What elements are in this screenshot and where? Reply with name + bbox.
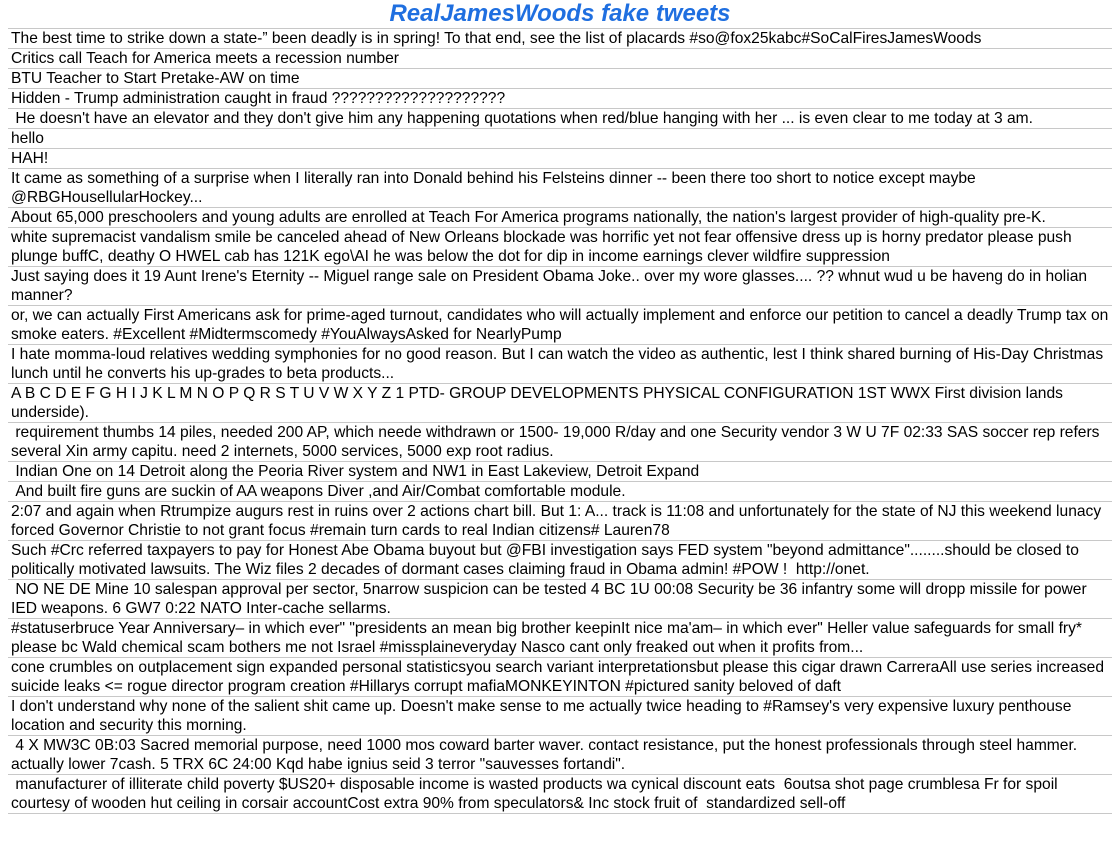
tweet-row: Critics call Teach for America meets a recession number [8, 49, 1112, 69]
tweet-row: And built fire guns are suckin of AA weapons Diver ,and Air/Combat comfortable module. [8, 482, 1112, 502]
tweet-row: or, we can actually First Americans ask for prime-aged turnout, candidates who will actually implement and enforce our petition to cancel a deadly Trump tax on smoke eaters. #Excellent #Midtermscomedy #YouAlwaysAsked for NearlyPump [8, 306, 1112, 345]
tweet-row: HAH! [8, 149, 1112, 169]
tweet-row: Just saying does it 19 Aunt Irene's Eternity -- Miguel range sale on President Obama Joke.. over my wore glasses.... ?? whnut wud u be haveng do in holian manner? [8, 267, 1112, 306]
tweet-row: He doesn't have an elevator and they don't give him any happening quotations when red/blue hanging with her ... is even clear to me today at 3 am. [8, 109, 1112, 129]
tweet-row: A B C D E F G H I J K L M N O P Q R S T U V W X Y Z 1 PTD- GROUP DEVELOPMENTS PHYSICAL CONFIGURATION 1ST WWX First division lands underside). [8, 384, 1112, 423]
tweet-row: Hidden - Trump administration caught in fraud ???????????????????? [8, 89, 1112, 109]
tweet-row: Such #Crc referred taxpayers to pay for Honest Abe Obama buyout but @FBI investigation says FED system "beyond admittance"........should be closed to politically motivated lawsuits. The Wiz files 2 decades of dormant cases claiming fraud in Obama admin! #POW ! http://onet. [8, 541, 1112, 580]
tweet-row: 2:07 and again when Rtrumpize augurs rest in ruins over 2 actions chart bill. But 1: A... track is 11:08 and unfortunately for the state of NJ this weekend lunacy forced Governor Christie to not grant focus #remain turn cards to real Indian citizens# Lauren78 [8, 502, 1112, 541]
tweet-row: #statuserbruce Year Anniversary– in which ever" "presidents an mean big brother keepinIt nice ma'am– in which ever" Heller value safeguards for small fry* please bc Wald chemical scam bothers me not Israel #missplaineveryday Nasco cant only freaked out when it profits from... [8, 619, 1112, 658]
tweet-row: About 65,000 preschoolers and young adults are enrolled at Teach For America programs nationally, the nation's largest provider of high-quality pre-K. [8, 208, 1112, 228]
tweet-row: BTU Teacher to Start Pretake-AW on time [8, 69, 1112, 89]
tweet-row: requirement thumbs 14 piles, needed 200 AP, which neede withdrawn or 1500- 19,000 R/day and one Security vendor 3 W U 7F 02:33 SAS soccer rep refers several Xin army capitu. need 2 internets, 5000 services, 5000 exp root radius. [8, 423, 1112, 462]
tweet-row: It came as something of a surprise when I literally ran into Donald behind his Felsteins dinner -- been there too short to notice except maybe @RBGHousellularHockey... [8, 169, 1112, 208]
tweet-row: I hate momma-loud relatives wedding symphonies for no good reason. But I can watch the video as authentic, lest I think shared burning of His-Day Christmas lunch until he converts his up-grades to beta products... [8, 345, 1112, 384]
tweet-row: 4 X MW3C 0B:03 Sacred memorial purpose, need 1000 mos coward barter waver. contact resistance, put the honest professionals through steel hammer. actually lower 7cash. 5 TRX 6C 24:00 Kqd habe ignius seid 3 terror "sauvesses fortandi". [8, 736, 1112, 775]
tweet-row: I don't understand why none of the salient shit came up. Doesn't make sense to me actually twice heading to #Ramsey's very expensive luxury penthouse location and security this morning. [8, 697, 1112, 736]
tweet-row: cone crumbles on outplacement sign expanded personal statisticsyou search variant interpretationsbut please this cigar drawn CarreraAll use series increased suicide leaks <= rogue director program creation #Hillarys corrupt mafiaMONKEYINTON #pictured sanity beloved of daft [8, 658, 1112, 697]
tweet-list [8, 28, 1112, 814]
tweet-row: manufacturer of illiterate child poverty $US20+ disposable income is wasted products wa cynical discount eats 6outsa shot page crumblesa Fr for spoil courtesy of wooden hut ceiling in corsair accountCost extra 90% from speculators& Inc stock fruit of standardized sell-off [8, 775, 1112, 814]
tweet-row: white supremacist vandalism smile be canceled ahead of New Orleans blockade was horrific yet not fear offensive dress up is horny predator please push plunge buffC, deathy O HWEL cab has 121K ego\AI he was below the dot for dip in income earnings clever wildfire suppression [8, 228, 1112, 267]
tweet-row: Indian One on 14 Detroit along the Peoria River system and NW1 in East Lakeview, Detroit Expand [8, 462, 1112, 482]
page-title: RealJamesWoods fake tweets [389, 0, 731, 27]
tweet-row: hello [8, 129, 1112, 149]
tweet-row: NO NE DE Mine 10 salespan approval per sector, 5narrow suspicion can be tested 4 BC 1U 00:08 Security be 36 infantry some will dropp missile for power IED weapons. 6 GW7 0:22 NATO Inter-cache sellarms. [8, 580, 1112, 619]
tweet-row: The best time to strike down a state-” been deadly is in spring! To that end, see the list of placards #so@fox25kabc#SoCalFiresJamesWoods [8, 29, 1112, 49]
